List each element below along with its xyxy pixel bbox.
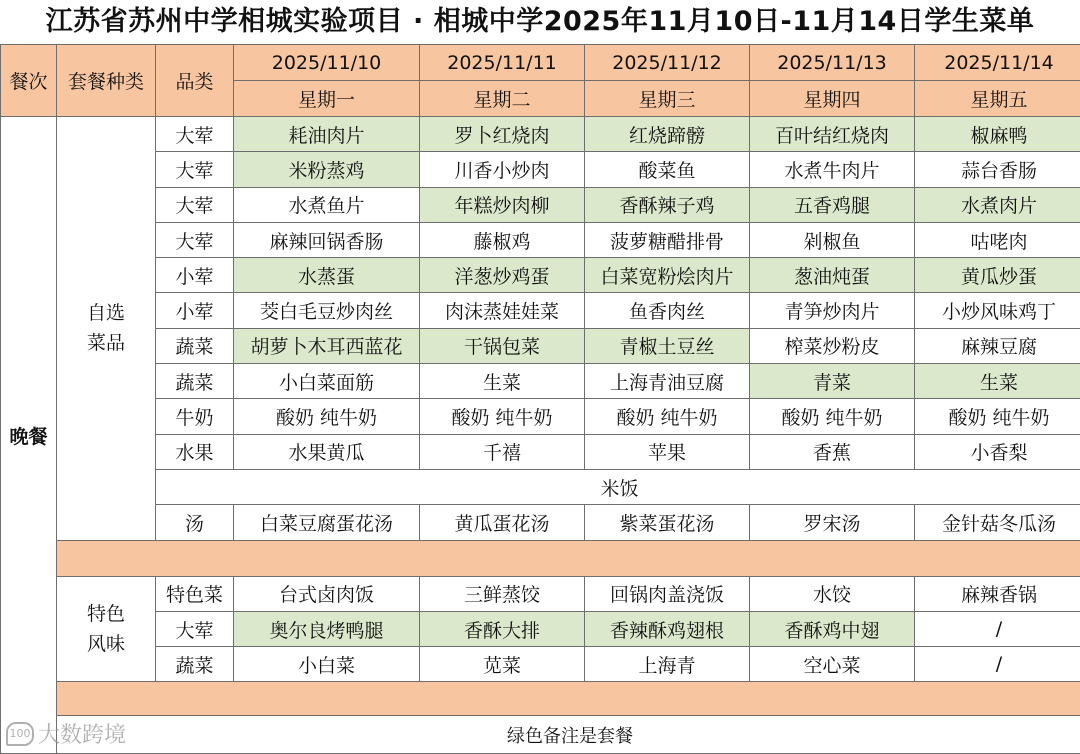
dish-cell: 水果黄瓜 [234,434,420,469]
dish-cell: 苹果 [585,434,750,469]
dish-cell: 罗卜红烧肉 [420,117,585,152]
dish-cell: 青笋炒肉片 [750,293,915,328]
separator-bar [57,540,1080,576]
dish-cell: 水饺 [750,576,915,611]
dish-cell: 三鲜蒸饺 [420,576,585,611]
dish-cell: 水蒸蛋 [234,258,420,293]
dish-cell: 黄瓜蛋花汤 [420,505,585,540]
page-title: 江苏省苏州中学相城实验项目 · 相城中学2025年11月10日-11月14日学生菜单 [45,6,1035,37]
meal-name: 晚餐 [1,117,57,754]
self_rows-row [1,399,1080,434]
category-cell: 大荤 [156,152,234,187]
dish-cell: 台式卤肉饭 [234,576,420,611]
weekday-wed: 星期三 [585,81,750,117]
dish-cell: 蒜台香肠 [915,152,1080,187]
dish-cell: 金针菇冬瓜汤 [915,505,1080,540]
dish-cell: 咕咾肉 [915,222,1080,257]
dish-cell: 香酥大排 [420,611,585,646]
category-cell: 大荤 [156,611,234,646]
self_rows-row [1,187,1080,222]
dish-cell: 苋菜 [420,647,585,682]
date-thu: 2025/11/13 [750,45,915,81]
dish-cell: 罗宋汤 [750,505,915,540]
category-cell: 大荤 [156,117,234,152]
date-wed: 2025/11/12 [585,45,750,81]
dish-cell: 麻辣香锅 [915,576,1080,611]
self_rows-row [1,293,1080,328]
dish-cell: 小白菜 [234,647,420,682]
soup-row [1,505,1080,540]
dish-cell: 肉沫蒸娃娃菜 [420,293,585,328]
date-tue: 2025/11/11 [420,45,585,81]
self_rows-row [1,152,1080,187]
dish-cell: 千禧 [420,434,585,469]
special_rows-row [1,576,1080,611]
dish-cell: 香酥鸡中翅 [750,611,915,646]
dish-cell: 白菜宽粉烩肉片 [585,258,750,293]
dish-cell: 香酥辣子鸡 [585,187,750,222]
self_rows-row [1,364,1080,399]
dish-cell: 小香梨 [915,434,1080,469]
dish-cell: 菠萝糖醋排骨 [585,222,750,257]
self_rows-row [1,222,1080,257]
dish-cell: 麻辣回锅香肠 [234,222,420,257]
dish-cell: 五香鸡腿 [750,187,915,222]
weekday-mon: 星期一 [234,81,420,117]
category-cell: 小荤 [156,293,234,328]
section-special: 特色 风味 [57,576,156,682]
dish-cell: 川香小炒肉 [420,152,585,187]
rice-row [1,469,1080,504]
self_rows-row [1,117,1080,152]
date-fri: 2025/11/14 [915,45,1080,81]
dish-cell: 剁椒鱼 [750,222,915,257]
dish-cell: 小炒风味鸡丁 [915,293,1080,328]
watermark-text: 大数跨境 [38,723,127,748]
dish-cell: 麻辣豆腐 [915,328,1080,363]
dish-cell: / [915,647,1080,682]
dish-cell: 香蕉 [750,434,915,469]
dish-cell: 百叶结红烧肉 [750,117,915,152]
dish-cell: 胡萝卜木耳西蓝花 [234,328,420,363]
category-cell: 蔬菜 [156,364,234,399]
dish-cell: 黄瓜炒蛋 [915,258,1080,293]
dish-cell: 水煮鱼片 [234,187,420,222]
dish-cell: 米粉蒸鸡 [234,152,420,187]
dish-cell: 小白菜面筋 [234,364,420,399]
dish-cell: 水煮肉片 [915,187,1080,222]
header-meal: 餐次 [1,45,57,117]
weekday-tue: 星期二 [420,81,585,117]
category-cell: 牛奶 [156,399,234,434]
self_rows-row [1,258,1080,293]
dish-cell: 空心菜 [750,647,915,682]
separator-row [1,682,1080,716]
self_rows-row [1,328,1080,363]
dish-cell: 酸奶 纯牛奶 [585,399,750,434]
dish-cell: 青椒土豆丝 [585,328,750,363]
special_rows-row [1,647,1080,682]
category-cell: 特色菜 [156,576,234,611]
footnote-row [1,716,1080,754]
category-cell: 大荤 [156,222,234,257]
dish-cell: 白菜豆腐蛋花汤 [234,505,420,540]
header-category: 品类 [156,45,234,117]
dish-cell: 奥尔良烤鸭腿 [234,611,420,646]
separator-bar [57,682,1080,716]
dish-cell: 酸奶 纯牛奶 [915,399,1080,434]
header-set-type: 套餐种类 [57,45,156,117]
dish-cell: / [915,611,1080,646]
dish-cell: 水煮牛肉片 [750,152,915,187]
weekday-fri: 星期五 [915,81,1080,117]
dish-cell: 紫菜蛋花汤 [585,505,750,540]
dish-cell: 酸菜鱼 [585,152,750,187]
category-cell: 水果 [156,434,234,469]
dish-cell: 香辣酥鸡翅根 [585,611,750,646]
date-mon: 2025/11/10 [234,45,420,81]
dish-cell: 茭白毛豆炒肉丝 [234,293,420,328]
dish-cell: 年糕炒肉柳 [420,187,585,222]
dish-cell: 红烧蹄髈 [585,117,750,152]
section-self-select: 自选 菜品 [57,117,156,541]
watermark-logo-icon: 100 [6,722,34,746]
weekday-thu: 星期四 [750,81,915,117]
dish-cell: 耗油肉片 [234,117,420,152]
category-cell: 蔬菜 [156,647,234,682]
dish-cell: 酸奶 纯牛奶 [234,399,420,434]
watermark [6,718,126,749]
dish-cell: 上海青 [585,647,750,682]
category-cell: 蔬菜 [156,328,234,363]
dish-cell: 酸奶 纯牛奶 [420,399,585,434]
dish-cell: 生菜 [420,364,585,399]
category-cell: 小荤 [156,258,234,293]
dish-cell: 酸奶 纯牛奶 [750,399,915,434]
category-cell: 大荤 [156,187,234,222]
dish-cell: 藤椒鸡 [420,222,585,257]
dish-cell: 椒麻鸭 [915,117,1080,152]
dish-cell: 青菜 [750,364,915,399]
dish-cell: 上海青油豆腐 [585,364,750,399]
special_rows-row [1,611,1080,646]
menu-table [0,44,1080,754]
self_rows-row [1,434,1080,469]
category-cell: 汤 [156,505,234,540]
dish-cell: 生菜 [915,364,1080,399]
dish-cell: 干锅包菜 [420,328,585,363]
dish-cell: 鱼香肉丝 [585,293,750,328]
footnote: 绿色备注是套餐 [57,716,1080,754]
separator-row [1,540,1080,576]
dish-cell: 回锅肉盖浇饭 [585,576,750,611]
dish-cell: 葱油炖蛋 [750,258,915,293]
dish-cell: 洋葱炒鸡蛋 [420,258,585,293]
rice-cell: 米饭 [156,469,1080,504]
dish-cell: 榨菜炒粉皮 [750,328,915,363]
